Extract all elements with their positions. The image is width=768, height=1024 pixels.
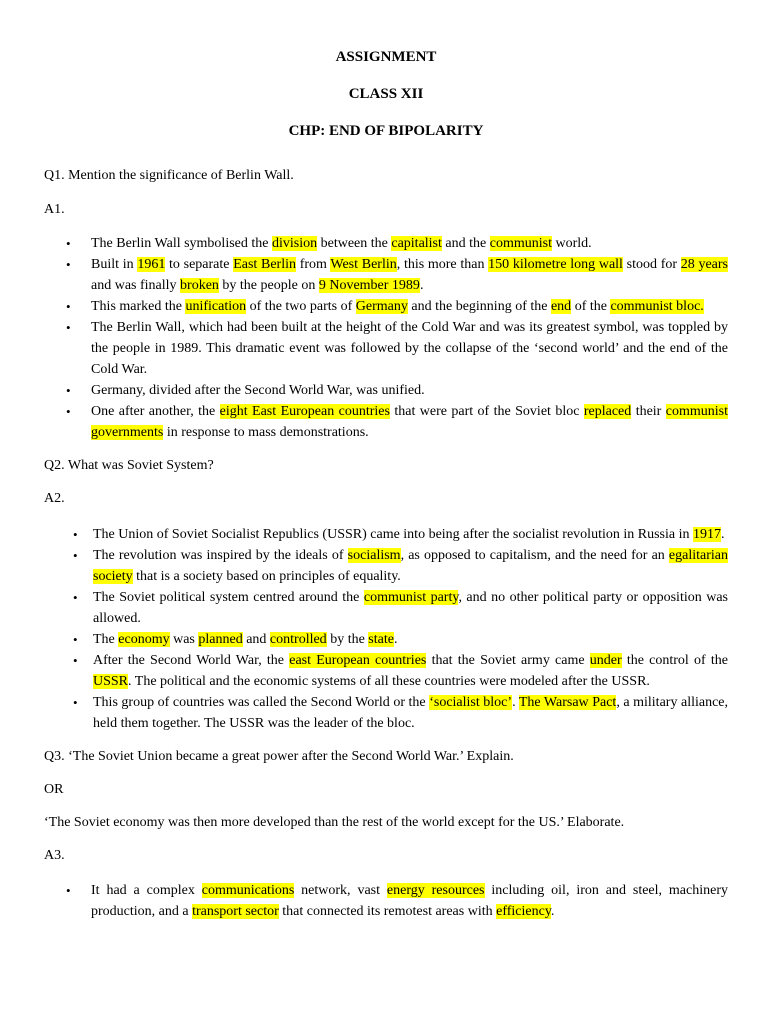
text-run: that the Soviet army came	[426, 653, 590, 668]
text-run: their	[631, 404, 666, 419]
text-run: that connected its remotest areas with	[278, 904, 497, 919]
question-3-alternative: ‘The Soviet economy was then more developed than the rest of the world except for the US.’ Elaborate.	[44, 815, 625, 830]
text-run: One after another, the	[91, 404, 220, 419]
highlighted-text: East Berlin	[233, 257, 296, 272]
bullet-item	[44, 317, 728, 380]
highlighted-text: socialism	[347, 548, 401, 563]
bullet-item	[44, 587, 728, 629]
highlighted-text: communist	[489, 236, 552, 251]
or-label: OR	[44, 782, 64, 797]
highlighted-text: efficiency	[496, 904, 551, 919]
text-run: that is a society based on principles of equality.	[132, 569, 401, 584]
highlighted-text: ‘socialist bloc’	[429, 695, 513, 710]
bullet-item	[44, 524, 728, 545]
bullet-item	[44, 401, 728, 443]
question-2: Q2. What was Soviet System?	[44, 458, 214, 473]
highlighted-text: controlled	[269, 632, 327, 647]
highlighted-text: energy resources	[386, 883, 485, 898]
highlighted-text: West Berlin	[330, 257, 397, 272]
highlighted-text: economy	[118, 632, 170, 647]
text-run: and	[242, 632, 270, 647]
answer-1-label: A1.	[44, 202, 65, 217]
highlighted-text: capitalist	[391, 236, 442, 251]
text-run: including oil, iron and steel, machinery production, and a	[91, 883, 729, 919]
text-run: from	[296, 257, 331, 272]
highlighted-text: communist governments	[91, 404, 728, 440]
text-run: that were part of the Soviet bloc	[389, 404, 584, 419]
text-run: .	[550, 904, 555, 919]
answer-3-label: A3.	[44, 848, 65, 863]
highlighted-text: 1961	[137, 257, 166, 272]
answer-2-label: A2.	[44, 491, 65, 506]
highlighted-text: egalitarian society	[93, 548, 728, 584]
highlighted-text: communist party	[363, 590, 459, 605]
highlighted-text: communist bloc.	[610, 299, 704, 314]
bullet-item	[44, 296, 728, 317]
text-run: After the Second World War, the	[93, 653, 290, 668]
text-run: stood for	[622, 257, 681, 272]
text-run: .	[512, 695, 519, 710]
highlighted-text: USSR	[93, 674, 129, 689]
highlighted-text: planned	[198, 632, 243, 647]
highlighted-text: division	[271, 236, 318, 251]
class-label: CLASS XII	[348, 86, 424, 102]
highlighted-text: broken	[180, 278, 219, 293]
answer-1-list	[44, 233, 728, 443]
text-run: The Berlin Wall, which had been built at the height of the Cold War and was its greatest symbol, was toppled by the people in 1989. This dramatic event was followed by the collapse of the ‘second world’ and the end of the Cold War.	[91, 320, 728, 377]
text-run: .	[419, 278, 424, 293]
text-run: of the	[571, 299, 611, 314]
bullet-item	[44, 545, 728, 587]
answer-2-list	[44, 524, 728, 734]
text-run: by the people on	[218, 278, 319, 293]
text-run: This marked the	[91, 299, 186, 314]
answer-3-list	[44, 880, 728, 922]
text-run: This group of countries was called the Second World or the	[93, 695, 430, 710]
text-run: of the two parts of	[246, 299, 356, 314]
highlighted-text: state	[368, 632, 394, 647]
bullet-item	[44, 629, 728, 650]
question-1: Q1. Mention the significance of Berlin Wall.	[44, 168, 294, 183]
chapter-title: CHP: END OF BIPOLARITY	[288, 123, 484, 139]
text-run: , as opposed to capitalism, and the need for an	[400, 548, 669, 563]
highlighted-text: 150 kilometre long wall	[488, 257, 623, 272]
text-run: the control of the	[621, 653, 728, 668]
highlighted-text: under	[589, 653, 622, 668]
bullet-item	[44, 880, 728, 922]
bullet-item	[44, 380, 728, 401]
bullet-item	[44, 650, 728, 692]
text-run: .	[720, 527, 725, 542]
highlighted-text: replaced	[583, 404, 632, 419]
assignment-title: ASSIGNMENT	[335, 49, 437, 65]
text-run: , a military alliance, held them together. The USSR was the leader of the bloc.	[93, 695, 729, 731]
text-run: was	[169, 632, 199, 647]
text-run: world.	[551, 236, 592, 251]
text-run: , this more than	[396, 257, 489, 272]
text-run: , and no other political party or opposition was allowed.	[93, 590, 728, 626]
text-run: The Soviet political system centred around the	[93, 590, 364, 605]
text-run: and was finally	[91, 278, 181, 293]
text-run: and the beginning of the	[407, 299, 551, 314]
text-run: to separate	[165, 257, 234, 272]
text-run: and the	[441, 236, 490, 251]
highlighted-text: unification	[185, 299, 247, 314]
highlighted-text: 1917	[692, 527, 721, 542]
highlighted-text: The Warsaw Pact	[518, 695, 617, 710]
bullet-item	[44, 692, 728, 734]
highlighted-text: eight East European countries	[219, 404, 390, 419]
highlighted-text: end	[550, 299, 572, 314]
text-run: The	[93, 632, 119, 647]
text-run: .	[393, 632, 398, 647]
text-run: The Union of Soviet Socialist Republics (USSR) came into being after the socialist revolution in Russia in	[93, 527, 693, 542]
bullet-item	[44, 233, 728, 254]
text-run: in response to mass demonstrations.	[163, 425, 369, 440]
text-run: The Berlin Wall symbolised the	[91, 236, 272, 251]
text-run: by the	[326, 632, 369, 647]
highlighted-text: east European countries	[289, 653, 427, 668]
text-run: . The political and the economic systems of all these countries were modeled after the USSR.	[128, 674, 650, 689]
bullet-item	[44, 254, 728, 296]
question-3: Q3. ‘The Soviet Union became a great power after the Second World War.’ Explain.	[44, 749, 514, 764]
highlighted-text: 28 years	[680, 257, 728, 272]
text-run: Germany, divided after the Second World War, was unified.	[91, 383, 425, 398]
highlighted-text: transport sector	[192, 904, 279, 919]
highlighted-text: communications	[201, 883, 295, 898]
text-run: It had a complex	[91, 883, 202, 898]
highlighted-text: 9 November 1989	[318, 278, 420, 293]
text-run: between the	[317, 236, 392, 251]
text-run: The revolution was inspired by the ideals of	[93, 548, 348, 563]
highlighted-text: Germany	[355, 299, 408, 314]
text-run: network, vast	[294, 883, 387, 898]
text-run: Built in	[91, 257, 138, 272]
